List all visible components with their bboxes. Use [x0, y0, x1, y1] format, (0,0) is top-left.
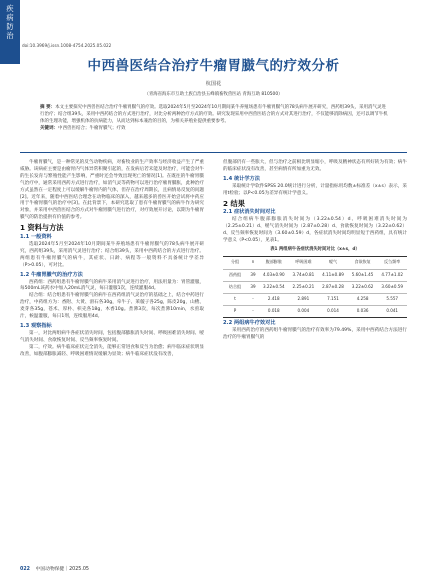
- table-cell: 3.74±0.81: [289, 269, 319, 281]
- table-cell: -: [247, 293, 259, 305]
- table-row: [223, 305, 407, 317]
- table-cell: 2.87±0.28: [318, 281, 348, 293]
- table-cell: 0.018: [259, 305, 289, 317]
- table-cell: 0.004: [289, 305, 319, 317]
- paragraph: 选取2024年5月至2024年10月期间某牛养殖场患有牛瘤胃臌气的78头病牛展开研究，西药组39头，采用消气灵进行治疗；结合组39头，采用中西药结合的方式进行治疗。两组患有牛瘤胃臌气的病牛，其症状、日龄、病程等一般资料不具备统计学差异（P>0.05），可对比。: [20, 241, 204, 268]
- article-title: 中西兽医结合治疗牛瘤胃臌气的疗效分析: [87, 58, 340, 74]
- intro-paragraph: 牛瘤胃臌气，是一种常见的反刍动物疾病，对畜牧业的生产效率与经济收益产生了严重威胁。该病症主要是由瘤胃内气体异常积聚引起的，在发病后若未能及时治疗，可能会对牛的生长发育与繁殖性能产生影响，严重时还会导致出现死亡的情况[1]。在既往的牛瘤胃臌气治疗中，通常采用西药方式进行治疗，如消气灵等药物可以进行治疗瘤胃臌胀，此种治疗方式虽然在一定程度上可以缓解牛瘤胃内的气体，但存在治疗周期长，且病情易反复的问题[2]。近年来，随着中西医结合理念在动物临床的深入，越来越多的兽医开始尝试将中药应用于牛瘤胃臌气的治疗中[3]。在此背景下，本研究选取了患有牛瘤胃臌气的病牛作为研究对象，并采用中西兽医结合的方式对牛瘤胃臌气进行治疗，对疗效展开讨论，以期为牛瘤胃臌气的防治提供有价值的参考。: [20, 160, 204, 221]
- subsection-heading: 1.2 牛瘤胃臌气的治疗方法: [20, 271, 83, 278]
- table-header-cell: 腹部膨胀: [259, 256, 289, 269]
- table-cell: 西药组: [223, 269, 247, 281]
- table-caption: 表1 两组病牛各症状消失时间对比（x±s，d）: [270, 246, 360, 252]
- abstract-text: 本文主要探究中西兽医结合治疗牛瘤胃臌气的疗效。选取2024年5月至2024年10月期间某牛养殖场患有牛瘤胃臌气的78头病牛展开研究，西药组39头，采用消气灵进行治疗；结合组39头，采用中西药结合的方式进行治疗，对比分析两种治疗方式的疗效。研究发现采用中西兽医结合的方式对其进行治疗，不仅能够消除病因，还可以调节牛机体的生理功能，增强机体的抗病能力，从而达到标本兼治的目的，为相关养殖业提供重要参考。: [40, 105, 388, 124]
- table-row: [223, 269, 407, 281]
- section-tab-char: 疾: [6, 4, 14, 13]
- journal-name: 中国动物保健｜2025.05: [35, 567, 89, 572]
- data-table: [223, 256, 407, 318]
- table-cell: 4.03±0.90: [259, 269, 289, 281]
- left-column: [20, 160, 204, 358]
- keywords: 中西兽医结合；牛瘤胃臌气；疗效: [58, 126, 126, 131]
- abstract: [40, 104, 390, 132]
- table-cell: P: [223, 305, 247, 317]
- table-cell: 0.036: [348, 305, 378, 317]
- doi: doi:10.3969/j.issn.1008-4754.2025.05.022: [22, 43, 112, 48]
- table-cell: 7.151: [318, 293, 348, 305]
- table-cell: 39: [247, 269, 259, 281]
- table-cell: 39: [247, 281, 259, 293]
- section-tab-char: 病: [6, 13, 14, 22]
- table-cell: 3.60±0.59: [377, 281, 407, 293]
- paragraph: 第二，疗效。病牛临床症状完全消失，能够正常进食和反刍为治愈；病牛临床症状明显改善，如腹部膨胀减轻、呼吸困难情况缓解为显效；病牛临床症状没有改善，: [20, 344, 204, 357]
- keywords-label: 关键词：: [40, 126, 58, 131]
- table-cell: 结合组: [223, 281, 247, 293]
- table-row: [223, 293, 407, 305]
- paragraph: 西药组：西药组患有牛瘤胃臌气的病牛采用消气灵进行治疗，用法用量为：胃管灌服，每500mL该药水中加入20mL消气灵，每日灌服1次，连续灌服4d。: [20, 279, 204, 292]
- table-cell: 3.22±0.54: [259, 281, 289, 293]
- subsection-heading: 1.1 一般资料: [20, 234, 52, 241]
- table-header-cell: 分组: [223, 256, 247, 269]
- paragraph: 结合组：结合组患有牛瘤胃臌气的病牛在西药组消气灵治疗的基础之上，结合中药进行治疗，中药组方为：香附、大黄、滑石各30g，牵牛子、莱菔子各25g，陈皮20g，山楂、麦芽各35g，苍术、厚朴、枳壳各18g，木香10g。煮沸3次，每次煮沸10min，水煎取汁，候温灌服，每日1剂，连续服用4d。: [20, 293, 204, 320]
- table-header-cell: n: [247, 256, 259, 269]
- section-heading: 1 资料与方法: [20, 223, 64, 233]
- table-cell: 2.25±0.21: [289, 281, 319, 293]
- author: 杭国花: [205, 81, 222, 87]
- table-cell: 5.557: [377, 293, 407, 305]
- table-header-cell: 嗳气: [318, 256, 348, 269]
- section-tab-char: 治: [6, 31, 14, 40]
- table-cell: 3.22±0.62: [348, 281, 378, 293]
- table-cell: 4.258: [348, 293, 378, 305]
- table-cell: 2.891: [289, 293, 319, 305]
- subsection-heading: 1.3 观察指标: [20, 322, 52, 329]
- table-header-cell: 食欲恢复: [348, 256, 378, 269]
- table-header-cell: 呼吸困难: [289, 256, 319, 269]
- table-cell: 0.041: [377, 305, 407, 317]
- table-cell: 4.77±1.02: [377, 269, 407, 281]
- abstract-label: 摘 要：: [40, 105, 56, 110]
- section-heading: 2 结果: [223, 198, 245, 208]
- page-number: 022: [20, 567, 31, 572]
- table-cell: 2.418: [259, 293, 289, 305]
- table-row: [223, 281, 407, 293]
- divider: [20, 152, 407, 153]
- affiliation: （青海省海东市互助土族自治县五峰镇畜牧兽医站 青海互助 810500）: [144, 92, 283, 97]
- paragraph: 结合组病牛腹部膨胀消失时间为（3.22±0.54）d、呼吸困难消失时间为（2.25±0.21）d、嗳气消失时间为（2.87±0.28）d、食欲恢复时间为（3.22±0.62）d、反刍频率恢复时间为（3.60±0.59）d，各症状消失时间均明显短于西药组，具有统计学意义（P<0.05），见表1。: [223, 217, 407, 244]
- paragraph: 采用西药治疗的西药组牛瘤胃臌气的治疗有效率为79.49%，采用中西药结合方法进行治疗的牛瘤胃臌气的: [223, 327, 407, 340]
- subsection-heading: 2.1 症状消失时间对比: [223, 209, 276, 216]
- paragraph: 但腹部仍有一些胀大，但与治疗之前相比明显缩小，呼吸及精神状态有所好转为有效；病牛的临床症状没有改善，甚至病情有所加重为无效。: [223, 160, 407, 172]
- table-cell: 5.60±1.45: [348, 269, 378, 281]
- table-header-row: [223, 256, 407, 269]
- page-footer: [20, 565, 89, 572]
- section-tab-char: 防: [6, 22, 14, 31]
- table-cell: 4.11±0.89: [318, 269, 348, 281]
- table-cell: t: [223, 293, 247, 305]
- paragraph: 第一，对比两组病牛各症状消失时间，包括腹部膨胀消失时间、呼吸困难消失时间、嗳气消失时间、食欲恢复时间、反刍频率恢复时间。: [20, 330, 204, 343]
- table-cell: 0.014: [318, 305, 348, 317]
- table-cell: -: [247, 305, 259, 317]
- right-column: [223, 160, 407, 342]
- paragraph: 采取统计学软件SPSS 20.0统计进行分析，计量指标用均数±标准差（x±s）表示，采用t检验；以P<0.05为差异有统计学意义。: [223, 183, 407, 196]
- subsection-heading: 1.4 统计学方法: [223, 175, 260, 182]
- table-header-cell: 反刍频率: [377, 256, 407, 269]
- subsection-heading: 2.2 两组病牛疗效对比: [223, 319, 276, 326]
